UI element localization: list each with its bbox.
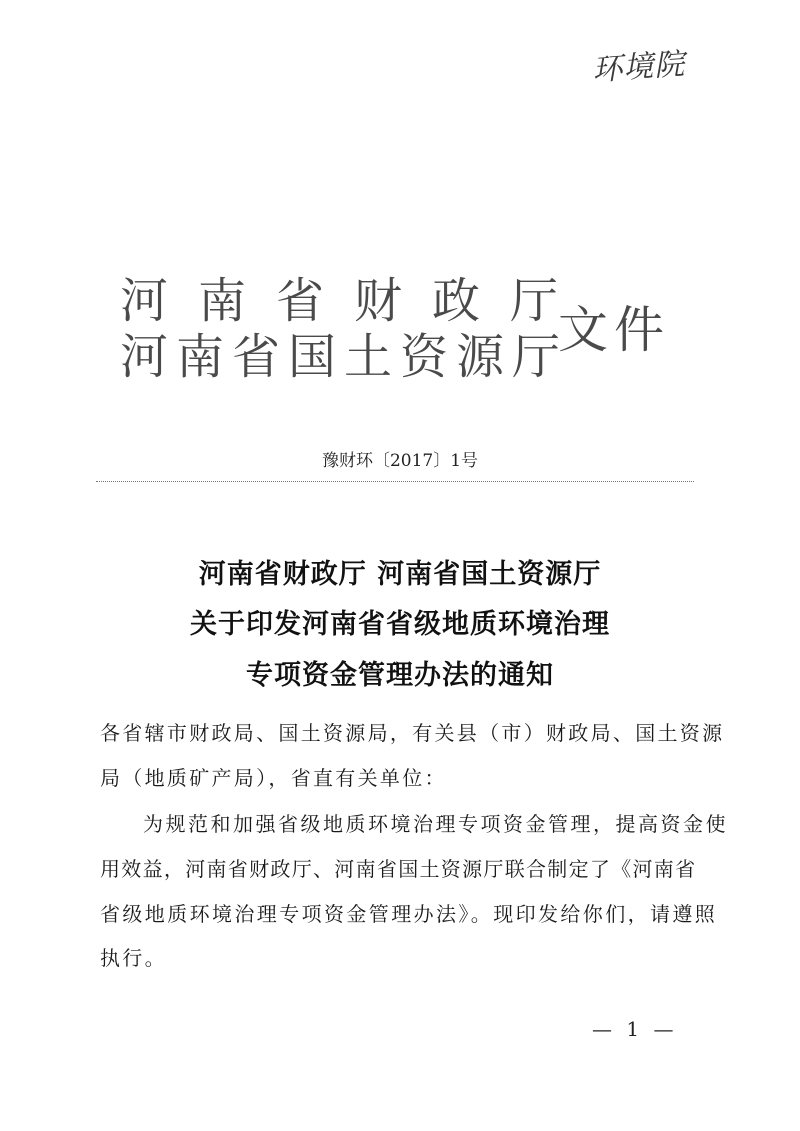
handwritten-note: 环境院: [591, 46, 687, 89]
document-number: 豫财环〔2017〕1号: [321, 451, 479, 471]
body-paragraph-line-2: 用效益，河南省财政厅、河南省国土资源厅联合制定了《河南省: [100, 857, 697, 881]
issuer-finance-department: 河南省财政厅: [120, 273, 589, 329]
body-paragraph-line-1: 为规范和加强省级地质环境治理专项资金管理，提高资金使: [143, 812, 728, 836]
addressee-line-1: 各省辖市财政局、国土资源局，有关县（市）财政局、国土资源: [100, 721, 725, 745]
body-paragraph-line-3: 省级地质环境治理专项资金管理办法》。现印发给你们，请遵照: [100, 902, 718, 926]
title-line-2: 关于印发河南省省级地质环境治理: [190, 609, 610, 640]
header-divider: [96, 481, 694, 482]
body-paragraph-line-4: 执行。: [100, 946, 167, 970]
title-line-3: 专项资金管理办法的通知: [246, 660, 554, 691]
page-number: — 1 —: [592, 1017, 678, 1041]
issuer-land-resources-department: 河南省国土资源厅: [120, 329, 569, 385]
title-line-1: 河南省财政厅 河南省国土资源厅: [198, 559, 602, 590]
addressee-line-2: 局（地质矿产局），省直有关单位：: [100, 766, 447, 790]
document-type-label: 文件: [558, 301, 670, 359]
